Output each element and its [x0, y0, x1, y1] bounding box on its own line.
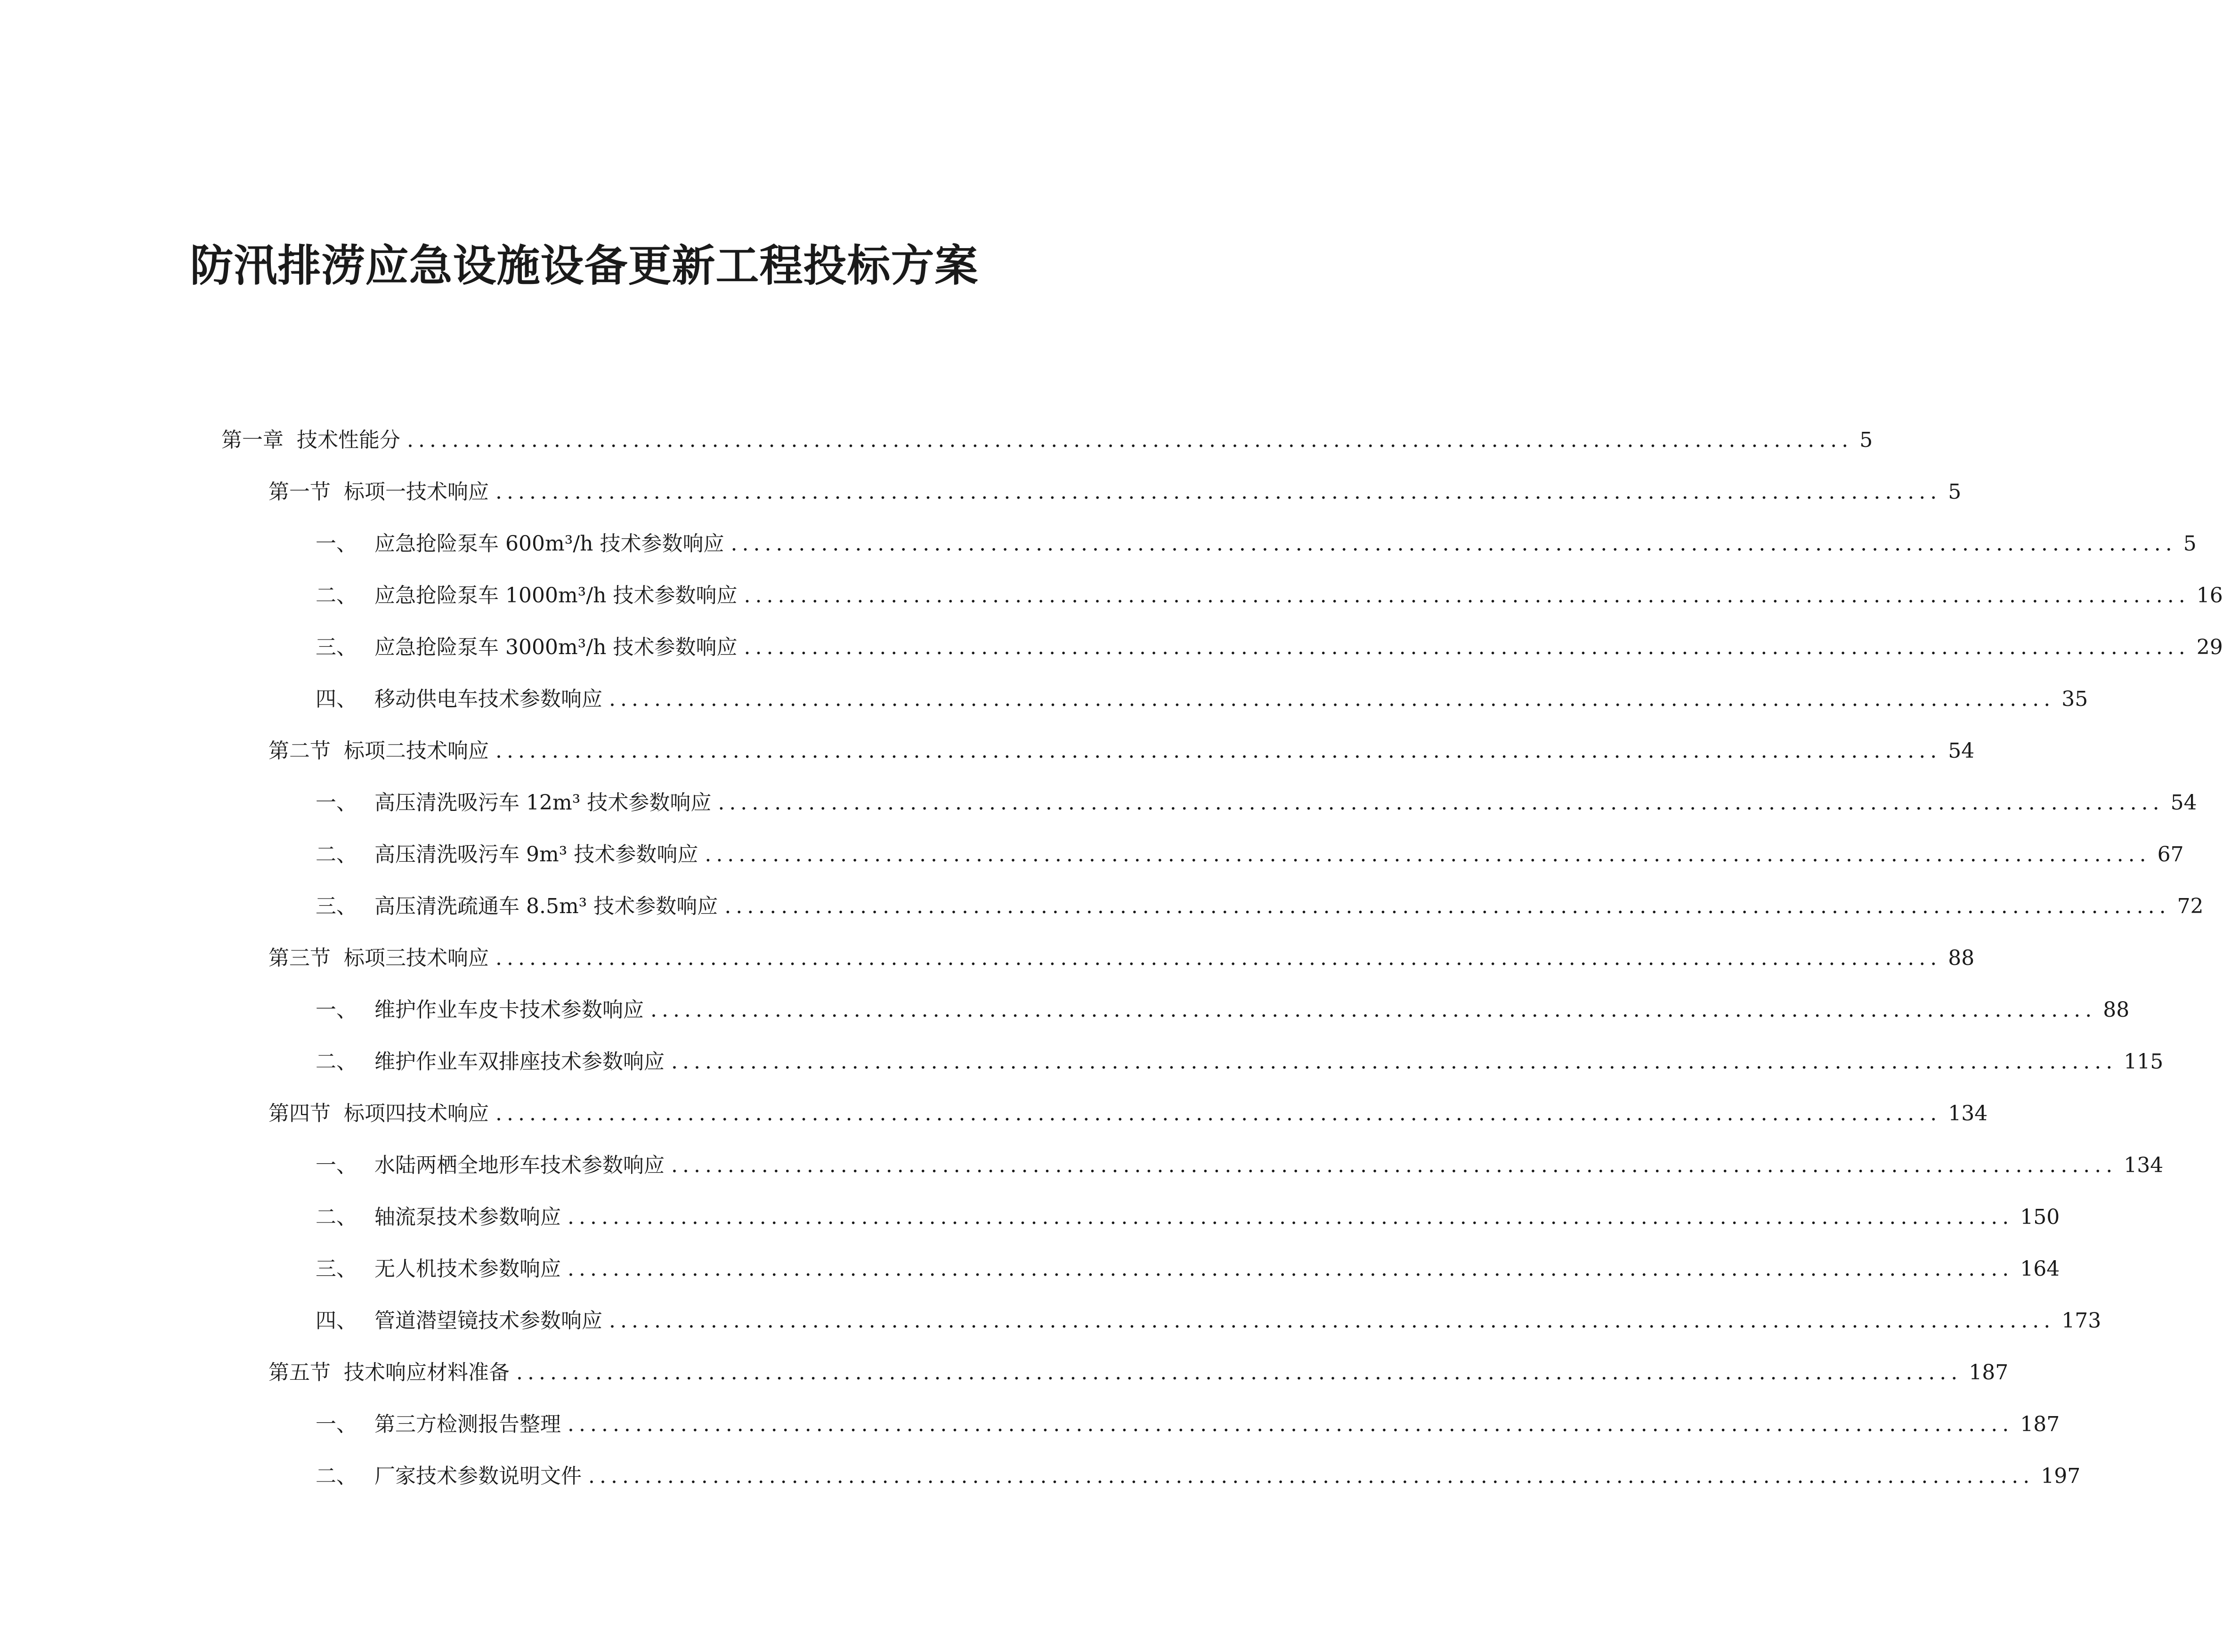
toc-page-number: 29: [2196, 635, 2223, 659]
toc-page-number: 150: [2020, 1205, 2060, 1229]
toc-item[interactable]: [221, 829, 2184, 881]
page-title: 防汛排涝应急设施设备更新工程投标方案: [190, 241, 979, 291]
toc-item[interactable]: [221, 1036, 2164, 1088]
toc-entry-title: 标项二技术响应: [344, 739, 489, 763]
toc-item[interactable]: [221, 1243, 2060, 1295]
toc-entry-title: 高压清洗吸污车 12m³ 技术参数响应: [374, 791, 712, 815]
toc-dot-leader: ................................................................................................................................: [568, 1257, 2014, 1281]
toc-page-number: 88: [1948, 946, 1975, 970]
toc-entry-title: 应急抢险泵车 1000m³/h 技术参数响应: [374, 583, 738, 607]
toc-item[interactable]: [221, 1140, 2164, 1191]
toc-entry-title: 高压清洗疏通车 8.5m³ 技术参数响应: [374, 894, 718, 918]
toc-entry-number: 二、: [316, 1464, 357, 1488]
toc-dot-leader: ................................................................................................................................: [609, 1309, 2055, 1333]
toc-entry-title: 轴流泵技术参数响应: [374, 1205, 561, 1229]
toc-entry-number: 一、: [316, 532, 357, 556]
toc-entry-number: 第三节: [268, 946, 331, 970]
toc-entry-title: 标项一技术响应: [344, 480, 489, 504]
toc-dot-leader: ................................................................................................................................: [671, 1153, 2118, 1177]
toc-page-number: 72: [2177, 894, 2204, 918]
toc-entry-number: 三、: [316, 894, 357, 918]
toc-entry-title: 无人机技术参数响应: [374, 1257, 561, 1281]
toc-dot-leader: ................................................................................................................................: [407, 428, 1853, 452]
toc-entry-number: 四、: [316, 1309, 357, 1333]
toc-dot-leader: ................................................................................................................................: [705, 842, 2151, 866]
toc-entry-title: 第三方检测报告整理: [374, 1412, 561, 1436]
toc-page-number: 35: [2061, 687, 2088, 711]
toc-item[interactable]: [221, 673, 2088, 725]
toc-dot-leader: ................................................................................................................................: [671, 1050, 2118, 1074]
toc-entry-number: 二、: [316, 1050, 357, 1074]
toc-dot-leader: ................................................................................................................................: [650, 998, 2097, 1022]
toc-entry-title: 移动供电车技术参数响应: [374, 687, 602, 711]
toc-section-5[interactable]: [221, 1347, 2009, 1399]
toc-page-number: 5: [1859, 428, 1873, 452]
toc-entry-title: 维护作业车双排座技术参数响应: [374, 1050, 665, 1074]
toc-item[interactable]: [221, 984, 2130, 1036]
toc-page-number: 54: [2170, 791, 2197, 815]
toc-entry-number: 三、: [316, 635, 357, 659]
toc-page-number: 187: [1969, 1360, 2009, 1385]
toc-entry-number: 二、: [316, 1205, 357, 1229]
toc-entry-number: 二、: [316, 583, 357, 607]
toc-page-number: 88: [2103, 998, 2130, 1022]
toc-dot-leader: ................................................................................................................................: [730, 532, 2177, 556]
toc-dot-leader: ................................................................................................................................: [495, 739, 1942, 763]
toc-entry-title: 标项四技术响应: [344, 1101, 489, 1126]
toc-page-number: 5: [1948, 480, 1962, 504]
toc-item[interactable]: [221, 777, 2197, 829]
toc-entry-number: 二、: [316, 842, 357, 866]
toc-section-4[interactable]: [221, 1088, 1988, 1140]
toc-entry-number: 三、: [316, 1257, 357, 1281]
toc-dot-leader: ................................................................................................................................: [724, 894, 2171, 918]
toc-entry-title: 技术响应材料准备: [344, 1360, 510, 1385]
toc-entry-title: 标项三技术响应: [344, 946, 489, 970]
toc-page-number: 134: [1948, 1101, 1988, 1126]
toc-entry-number: 一、: [316, 998, 357, 1022]
toc-entry-number: 第一节: [268, 480, 331, 504]
toc-page-number: 173: [2061, 1309, 2101, 1333]
toc-dot-leader: ................................................................................................................................: [718, 791, 2164, 815]
toc-entry-title: 厂家技术参数说明文件: [374, 1464, 582, 1488]
toc-entry-number: 一、: [316, 1412, 357, 1436]
toc-dot-leader: ................................................................................................................................: [744, 583, 2190, 607]
toc-entry-title: 应急抢险泵车 3000m³/h 技术参数响应: [374, 635, 738, 659]
toc-entry-title: 技术性能分: [297, 428, 400, 452]
toc-dot-leader: ................................................................................................................................: [516, 1360, 1963, 1385]
toc-item[interactable]: [221, 570, 2223, 622]
toc-page-number: 187: [2020, 1412, 2060, 1436]
table-of-contents: [221, 414, 2223, 1502]
toc-item[interactable]: [221, 1295, 2101, 1347]
toc-chapter-1[interactable]: [221, 414, 1873, 466]
toc-page-number: 134: [2124, 1153, 2164, 1177]
toc-section-3[interactable]: [221, 932, 1975, 984]
toc-item[interactable]: [221, 1191, 2060, 1243]
toc-item[interactable]: [221, 1450, 2081, 1502]
toc-dot-leader: ................................................................................................................................: [568, 1205, 2014, 1229]
toc-section-2[interactable]: [221, 725, 1975, 777]
toc-dot-leader: ................................................................................................................................: [495, 1101, 1942, 1126]
toc-dot-leader: ................................................................................................................................: [568, 1412, 2014, 1436]
toc-page-number: 115: [2124, 1050, 2164, 1074]
toc-item[interactable]: [221, 518, 2197, 570]
toc-entry-number: 四、: [316, 687, 357, 711]
toc-section-1[interactable]: [221, 466, 1962, 518]
toc-page-number: 164: [2020, 1257, 2060, 1281]
toc-dot-leader: ................................................................................................................................: [495, 480, 1942, 504]
toc-dot-leader: ................................................................................................................................: [609, 687, 2055, 711]
toc-item[interactable]: [221, 881, 2204, 932]
toc-page-number: 197: [2041, 1464, 2081, 1488]
toc-entry-number: 第二节: [268, 739, 331, 763]
toc-page-number: 5: [2183, 532, 2197, 556]
toc-entry-title: 高压清洗吸污车 9m³ 技术参数响应: [374, 842, 698, 866]
toc-entry-title: 管道潜望镜技术参数响应: [374, 1309, 602, 1333]
toc-dot-leader: ................................................................................................................................: [744, 635, 2190, 659]
toc-dot-leader: ................................................................................................................................: [495, 946, 1942, 970]
toc-entry-number: 第一章: [221, 428, 284, 452]
toc-page-number: 67: [2157, 842, 2184, 866]
toc-entry-title: 水陆两栖全地形车技术参数响应: [374, 1153, 665, 1177]
toc-page-number: 16: [2196, 583, 2223, 607]
toc-item[interactable]: [221, 622, 2223, 673]
toc-item[interactable]: [221, 1399, 2060, 1450]
toc-entry-title: 维护作业车皮卡技术参数响应: [374, 998, 644, 1022]
toc-entry-number: 一、: [316, 1153, 357, 1177]
toc-entry-number: 一、: [316, 791, 357, 815]
toc-entry-number: 第五节: [268, 1360, 331, 1385]
toc-dot-leader: ................................................................................................................................: [588, 1464, 2035, 1488]
toc-entry-number: 第四节: [268, 1101, 331, 1126]
toc-entry-title: 应急抢险泵车 600m³/h 技术参数响应: [374, 532, 724, 556]
toc-page-number: 54: [1948, 739, 1975, 763]
